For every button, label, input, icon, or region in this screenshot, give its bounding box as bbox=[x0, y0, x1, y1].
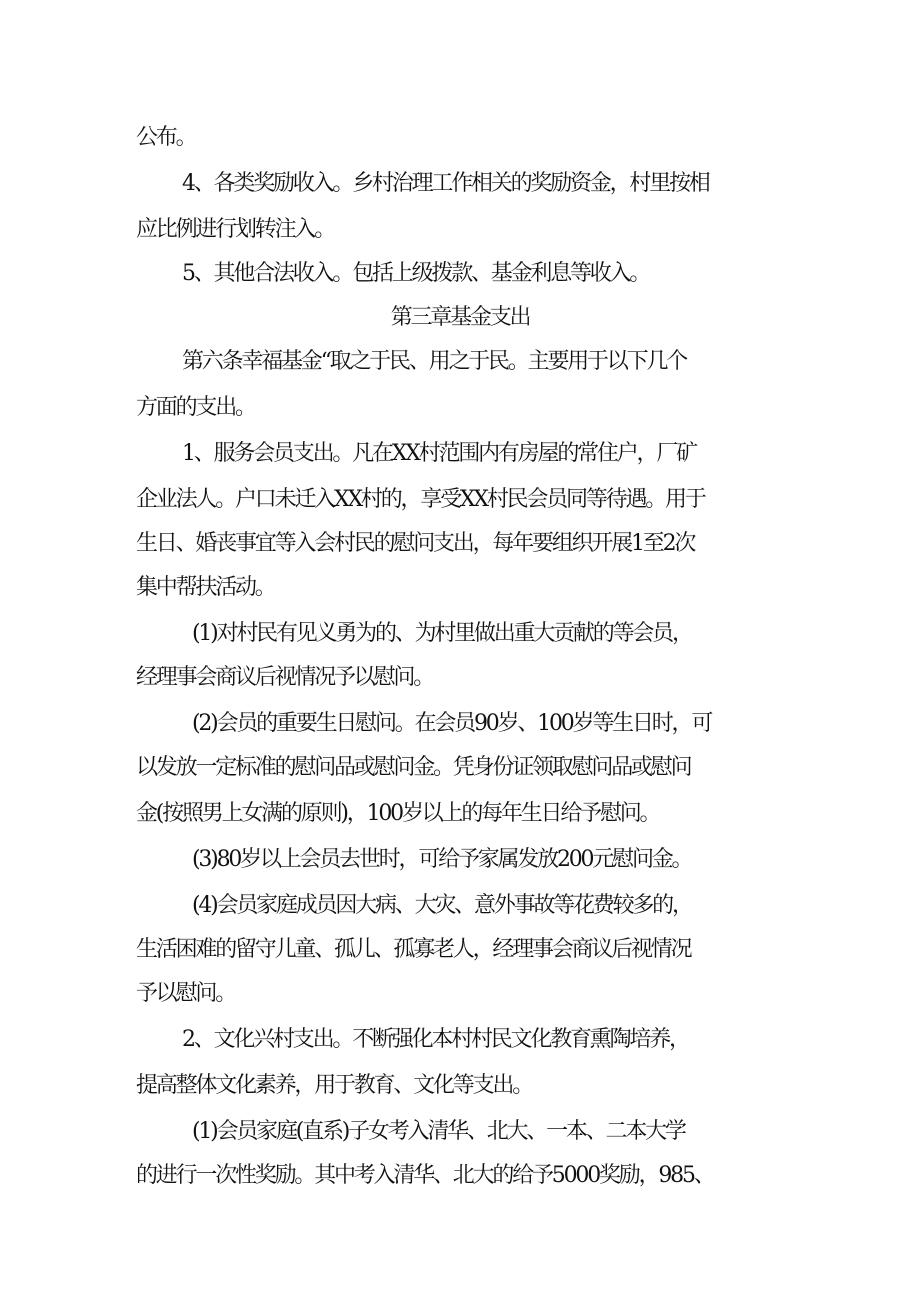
paragraph-line: 公布。 bbox=[136, 125, 196, 150]
paragraph-line: 5、其他合法收入。包括上级拨款、基金利息等收入。 bbox=[182, 261, 650, 286]
paragraph-line: 应比例进行划转注入。 bbox=[136, 217, 335, 242]
paragraph-line: 经理事会商议后视情况予以慰问。 bbox=[136, 665, 434, 690]
paragraph-line: (1)会员家庭(直系)子女考入清华、北大、一本、二本大学 bbox=[192, 1119, 685, 1144]
paragraph-line: 以发放一定标准的慰问品或慰问金。凭身份证领取慰问品或慰问 bbox=[136, 755, 691, 780]
paragraph-line: 生活困难的留守儿童、孤儿、孤寡老人，经理事会商议后视情况 bbox=[136, 937, 691, 962]
paragraph-line: 金(按照男上女满的原则)，100岁以上的每年生日给予慰问。 bbox=[136, 801, 660, 826]
paragraph-line: 4、各类奖励收入。乡村治理工作相关的奖励资金，村里按相 bbox=[182, 171, 709, 196]
paragraph-line: 提高整体文化素养，用于教育、文化等支出。 bbox=[136, 1073, 533, 1098]
paragraph-line: 第六条幸福基金“取之于民、用之于民。主要用于以下几个 bbox=[182, 349, 687, 374]
paragraph-line: 生日、婚丧事宜等入会村民的慰问支出，每年要组织开展1至2次 bbox=[136, 531, 695, 556]
chapter-heading: 第三章基金支出 bbox=[390, 305, 530, 330]
paragraph-line: (1)对村民有见义勇为的、为村里做出重大贡献的等会员， bbox=[192, 621, 692, 646]
paragraph-line: 方面的支出。 bbox=[136, 395, 255, 420]
paragraph-line: 集中帮扶活动。 bbox=[136, 575, 275, 600]
paragraph-line: (2)会员的重要生日慰问。在会员90岁、100岁等生日时，可 bbox=[192, 711, 712, 736]
paragraph-line: 2、文化兴村支出。不断强化本村村民文化教育熏陶培养， bbox=[182, 1027, 689, 1052]
paragraph-line: (3)80岁以上会员去世时，可给予家属发放200元慰问金。 bbox=[192, 847, 692, 872]
paragraph-line: 予以慰问。 bbox=[136, 981, 236, 1006]
paragraph-line: 1、服务会员支出。凡在XX村范围内有房屋的常住户，厂矿 bbox=[182, 441, 696, 466]
paragraph-line: 的进行一次性奖励。其中考入清华、北大的给予5000奖励，985、 bbox=[136, 1163, 714, 1188]
paragraph-line: 企业法人。户口未迁入XX村的，享受XX村民会员同等待遇。用于 bbox=[136, 487, 705, 512]
paragraph-line: (4)会员家庭成员因大病、大灾、意外事故等花费较多的， bbox=[192, 893, 692, 918]
